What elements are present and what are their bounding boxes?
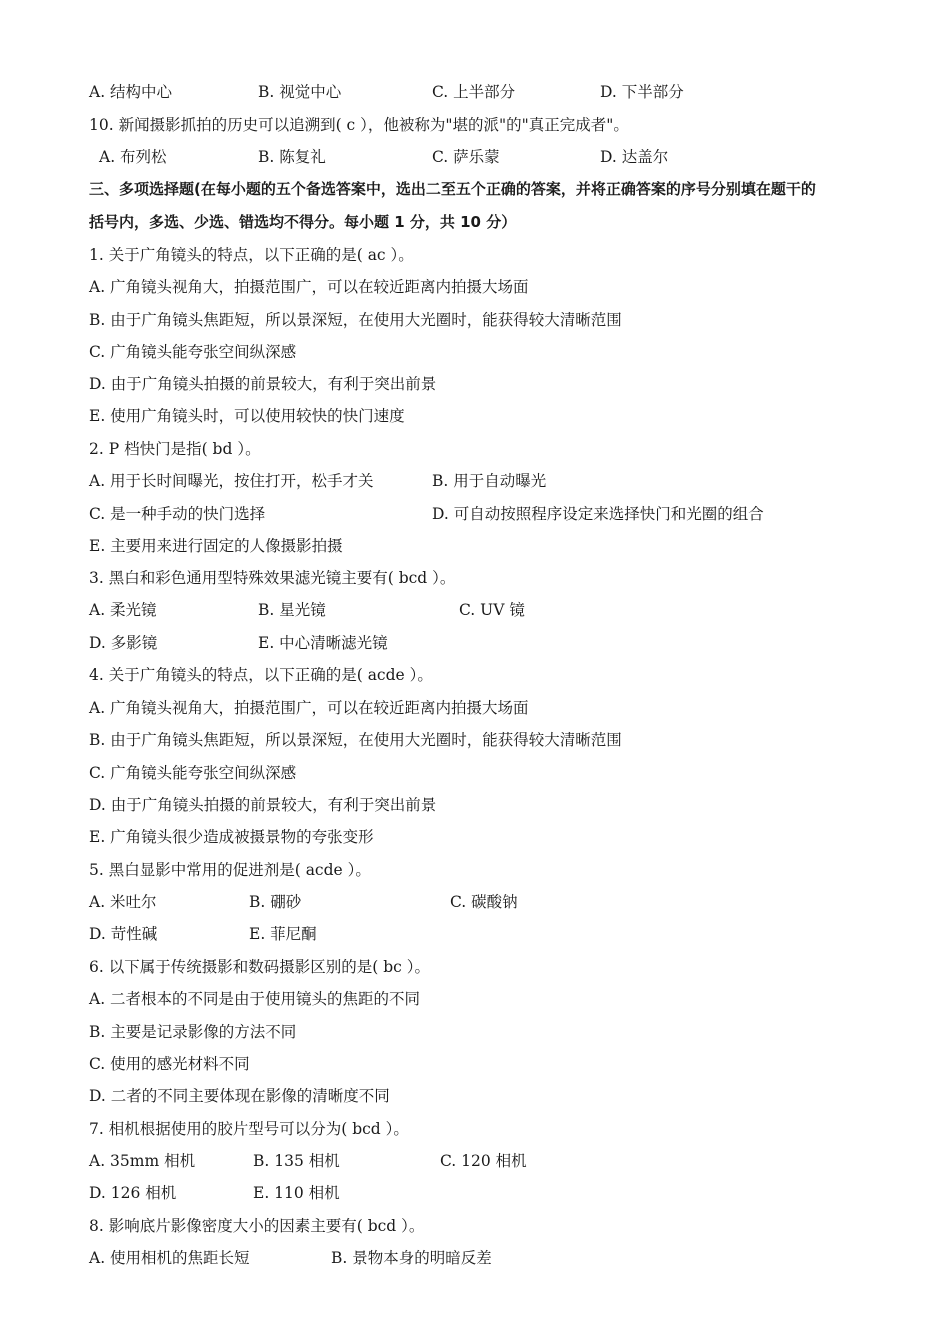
option: A. 用于长时间曝光，按住打开，松手才关 (89, 472, 374, 490)
option: A. 布列松 (99, 148, 167, 166)
question-stem: 7. 相机根据使用的胶片型号可以分为( bcd ）。 (89, 1120, 409, 1138)
option: C. 是一种手动的快门选择 (89, 505, 266, 523)
option: A. 二者根本的不同是由于使用镜头的焦距的不同 (89, 990, 421, 1008)
option: B. 星光镜 (258, 601, 326, 619)
question-stem: 4. 关于广角镜头的特点，以下正确的是( acde ）。 (89, 666, 433, 684)
question-stem: 5. 黑白显影中常用的促进剂是( acde ）。 (89, 861, 371, 879)
option: C. UV 镜 (459, 601, 525, 619)
options-row (89, 80, 910, 104)
option: E. 110 相机 (253, 1184, 340, 1202)
question-stem: 2. P 档快门是指( bd ）。 (89, 440, 261, 458)
options-row (89, 145, 910, 169)
option: A. 广角镜头视角大，拍摄范围广，可以在较近距离内拍摄大场面 (89, 278, 529, 296)
options-row (89, 631, 910, 655)
option: C. 萨乐蒙 (432, 148, 500, 166)
options-row (89, 1181, 910, 1205)
option: A. 结构中心 (89, 83, 173, 101)
option: A. 35mm 相机 (89, 1152, 196, 1170)
option: E. 菲尼酮 (249, 925, 317, 943)
options-row (89, 890, 910, 914)
option: D. 多影镜 (89, 634, 158, 652)
question-stem: 6. 以下属于传统摄影和数码摄影区别的是( bc ）。 (89, 958, 430, 976)
option: B. 135 相机 (253, 1152, 340, 1170)
section-heading-cont: 括号内，多选、少选、错选均不得分。每小题 1 分，共 10 分） (89, 213, 517, 231)
option: B. 由于广角镜头焦距短，所以景深短，在使用大光圈时，能获得较大清晰范围 (89, 311, 622, 329)
option: D. 由于广角镜头拍摄的前景较大，有利于突出前景 (89, 796, 437, 814)
option: E. 广角镜头很少造成被摄景物的夸张变形 (89, 828, 374, 846)
options-row (89, 1246, 910, 1270)
option: E. 中心清晰滤光镜 (258, 634, 388, 652)
question-stem: 8. 影响底片影像密度大小的因素主要有( bcd ）。 (89, 1217, 425, 1235)
option: C. 上半部分 (432, 83, 516, 101)
section-heading: 三、多项选择题(在每小题的五个备选答案中，选出二至五个正确的答案，并将正确答案的序号分别填在题干的 (89, 180, 816, 198)
option: A. 使用相机的焦距长短 (89, 1249, 250, 1267)
option: D. 下半部分 (600, 83, 684, 101)
option: D. 苛性碱 (89, 925, 158, 943)
option: D. 达盖尔 (600, 148, 669, 166)
option: D. 126 相机 (89, 1184, 177, 1202)
option: B. 陈复礼 (258, 148, 326, 166)
question-stem: 10. 新闻摄影抓拍的历史可以追溯到( c ），他被称为"堪的派"的"真正完成者"。 (89, 116, 629, 134)
option: A. 米吐尔 (89, 893, 157, 911)
question-stem: 3. 黑白和彩色通用型特殊效果滤光镜主要有( bcd ）。 (89, 569, 456, 587)
option: B. 视觉中心 (258, 83, 342, 101)
option: B. 用于自动曝光 (432, 472, 547, 490)
option: C. 广角镜头能夸张空间纵深感 (89, 343, 297, 361)
option: C. 使用的感光材料不同 (89, 1055, 250, 1073)
options-row (89, 1149, 910, 1173)
option: C. 120 相机 (440, 1152, 527, 1170)
options-row (89, 469, 910, 493)
option: C. 碳酸钠 (450, 893, 518, 911)
option: C. 广角镜头能夸张空间纵深感 (89, 764, 297, 782)
option: B. 主要是记录影像的方法不同 (89, 1023, 297, 1041)
option: B. 硼砂 (249, 893, 302, 911)
options-row (89, 598, 910, 622)
option: E. 使用广角镜头时，可以使用较快的快门速度 (89, 407, 405, 425)
option: B. 由于广角镜头焦距短，所以景深短，在使用大光圈时，能获得较大清晰范围 (89, 731, 622, 749)
options-row (89, 502, 910, 526)
option: D. 二者的不同主要体现在影像的清晰度不同 (89, 1087, 390, 1105)
option: D. 可自动按照程序设定来选择快门和光圈的组合 (432, 505, 764, 523)
option: A. 广角镜头视角大，拍摄范围广，可以在较近距离内拍摄大场面 (89, 699, 529, 717)
option: B. 景物本身的明暗反差 (331, 1249, 492, 1267)
option: D. 由于广角镜头拍摄的前景较大，有利于突出前景 (89, 375, 437, 393)
option: E. 主要用来进行固定的人像摄影拍摄 (89, 537, 343, 555)
question-stem: 1. 关于广角镜头的特点，以下正确的是( ac ）。 (89, 246, 414, 264)
options-row (89, 922, 910, 946)
option: A. 柔光镜 (89, 601, 157, 619)
